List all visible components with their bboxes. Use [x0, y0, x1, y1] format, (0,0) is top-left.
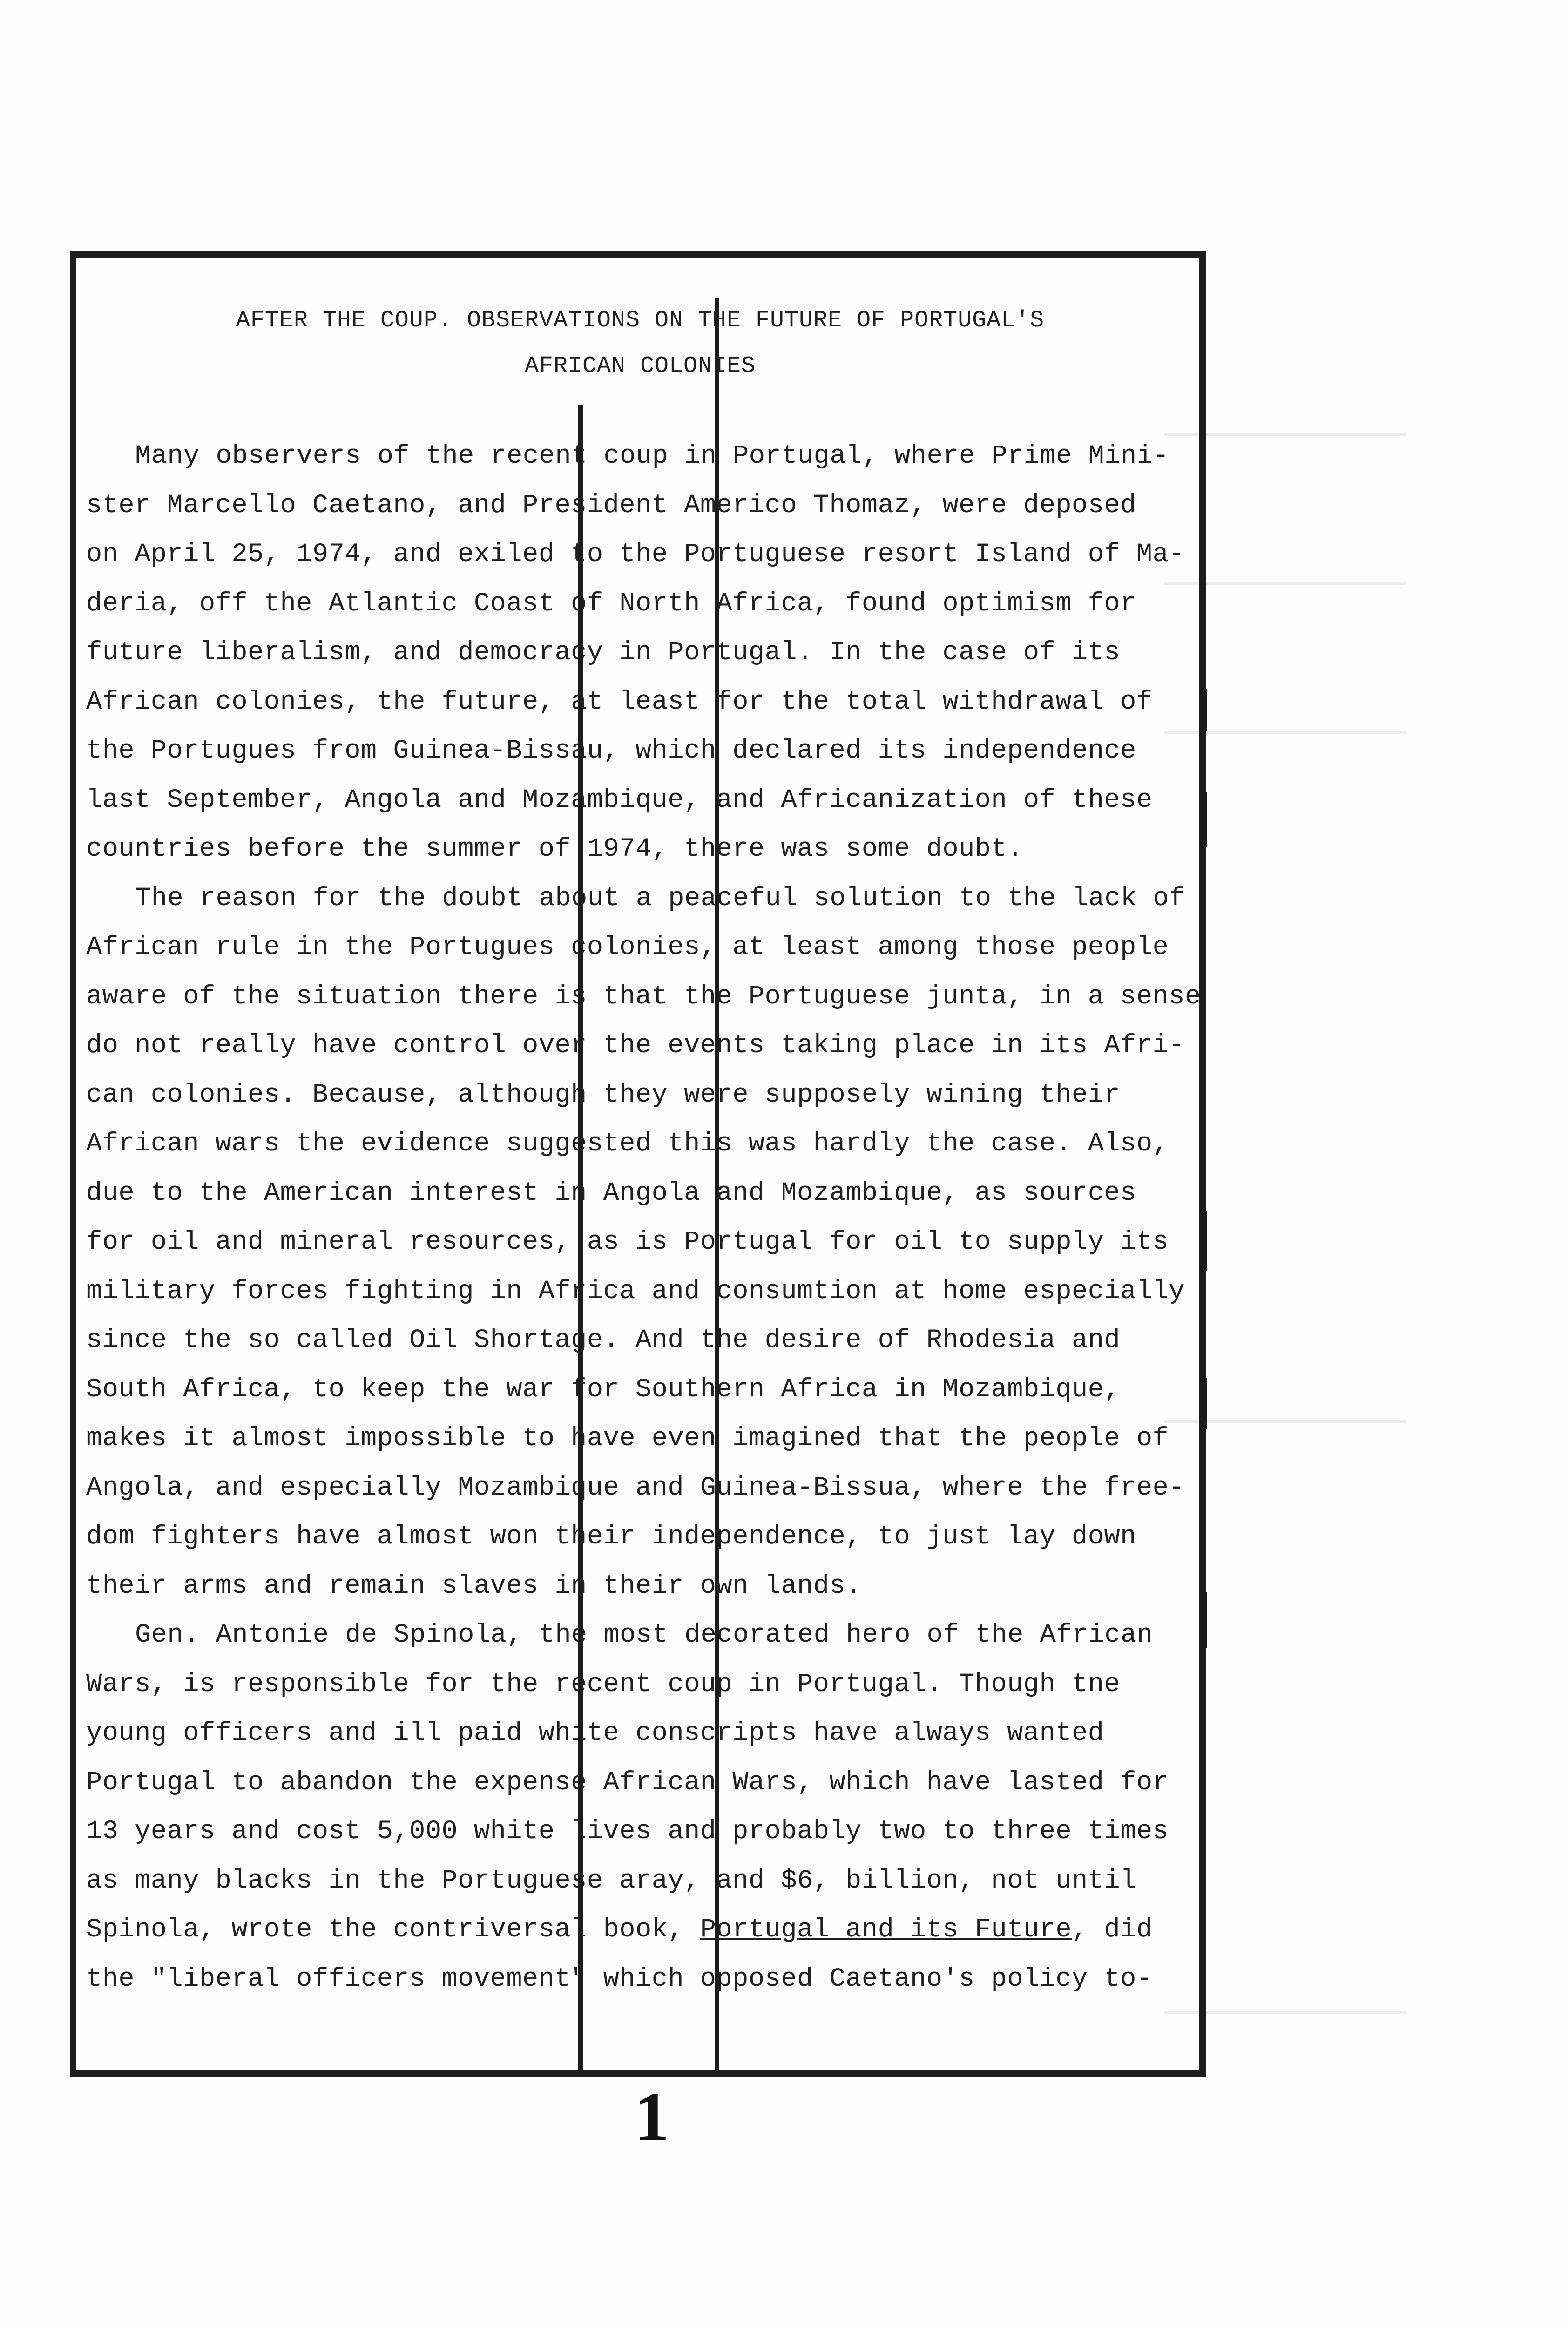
article-body: [86, 432, 1206, 2004]
text-line: African colonies, the future, at least for the total withdrawal of: [86, 687, 1153, 717]
text-line: deria, off the Atlantic Coast of North Africa, found optimism for: [86, 589, 1136, 619]
text-span: , did: [1072, 1915, 1153, 1945]
page-number: 1: [634, 2078, 669, 2155]
document-title-continued: AFRICAN COLONIES: [524, 353, 756, 379]
text-line: for oil and mineral resources, as is Portugal for oil to supply its: [86, 1227, 1169, 1257]
text-line: their arms and remain slaves in their own lands.: [86, 1571, 862, 1601]
text-line: Wars, is responsible for the recent coup in Portugal. Though tne: [86, 1669, 1121, 1699]
text-line: South Africa, to keep the war for Southern Africa in Mozambique,: [86, 1374, 1121, 1405]
text-line: 13 years and cost 5,000 white lives and probably two to three times: [86, 1817, 1169, 1847]
text-line: as many blacks in the Portuguese aray, and $6, billion, not until: [86, 1866, 1136, 1896]
text-line: do not really have control over the events taking place in its Afri-: [86, 1031, 1185, 1061]
text-line: dom fighters have almost won their independence, to just lay down: [86, 1522, 1136, 1552]
text-line: the Portugues from Guinea-Bissau, which declared its independence: [86, 736, 1136, 766]
text-line: Gen. Antonie de Spinola, the most decorated hero of the African: [135, 1620, 1153, 1650]
text-line: ster Marcello Caetano, and President Americo Thomaz, were deposed: [86, 490, 1136, 521]
text-line: African wars the evidence suggested this was hardly the case. Also,: [86, 1129, 1169, 1159]
text-line: on April 25, 1974, and exiled to the Portuguese resort Island of Ma-: [86, 540, 1185, 569]
text-line: military forces fighting in Africa and consumtion at home especially: [86, 1276, 1185, 1306]
text-line: Angola, and especially Mozambique and Guinea-Bissua, where the free-: [86, 1473, 1185, 1503]
text-line: Portugal to abandon the expense African Wars, which have lasted for: [86, 1767, 1169, 1798]
text-line: the "liberal officers movement" which opposed Caetano's policy to-: [86, 1964, 1153, 1994]
text-line: since the so called Oil Shortage. And the desire of Rhodesia and: [86, 1326, 1121, 1355]
text-line: African rule in the Portugues colonies, at least among those people: [86, 933, 1169, 962]
text-line-with-book-title: [86, 1906, 1206, 1955]
text-line: can colonies. Because, although they were supposely wining their: [86, 1080, 1121, 1110]
text-line: countries before the summer of 1974, there was some doubt.: [86, 834, 1023, 864]
text-span: Spinola, wrote the contriversal book,: [86, 1915, 700, 1945]
text-line: due to the American interest in Angola and Mozambique, as sources: [86, 1178, 1136, 1208]
text-line: last September, Angola and Mozambique, and Africanization of these: [86, 785, 1153, 815]
text-line: The reason for the doubt about a peaceful solution to the lack of: [135, 883, 1185, 914]
text-line: future liberalism, and democracy in Portugal. In the case of its: [86, 638, 1121, 668]
text-line: young officers and ill paid white conscripts have always wanted: [86, 1719, 1104, 1748]
text-line: aware of the situation there is that the Portuguese junta, in a sense: [86, 981, 1201, 1012]
text-line: makes it almost impossible to have even imagined that the people of: [86, 1424, 1169, 1454]
text-line: Many observers of the recent coup in Portugal, where Prime Mini-: [135, 441, 1169, 471]
book-title: Portugal and its Future: [700, 1915, 1072, 1945]
document-title: AFTER THE COUP. OBSERVATIONS ON THE FUTURE OF PORTUGAL'S: [236, 307, 1045, 334]
